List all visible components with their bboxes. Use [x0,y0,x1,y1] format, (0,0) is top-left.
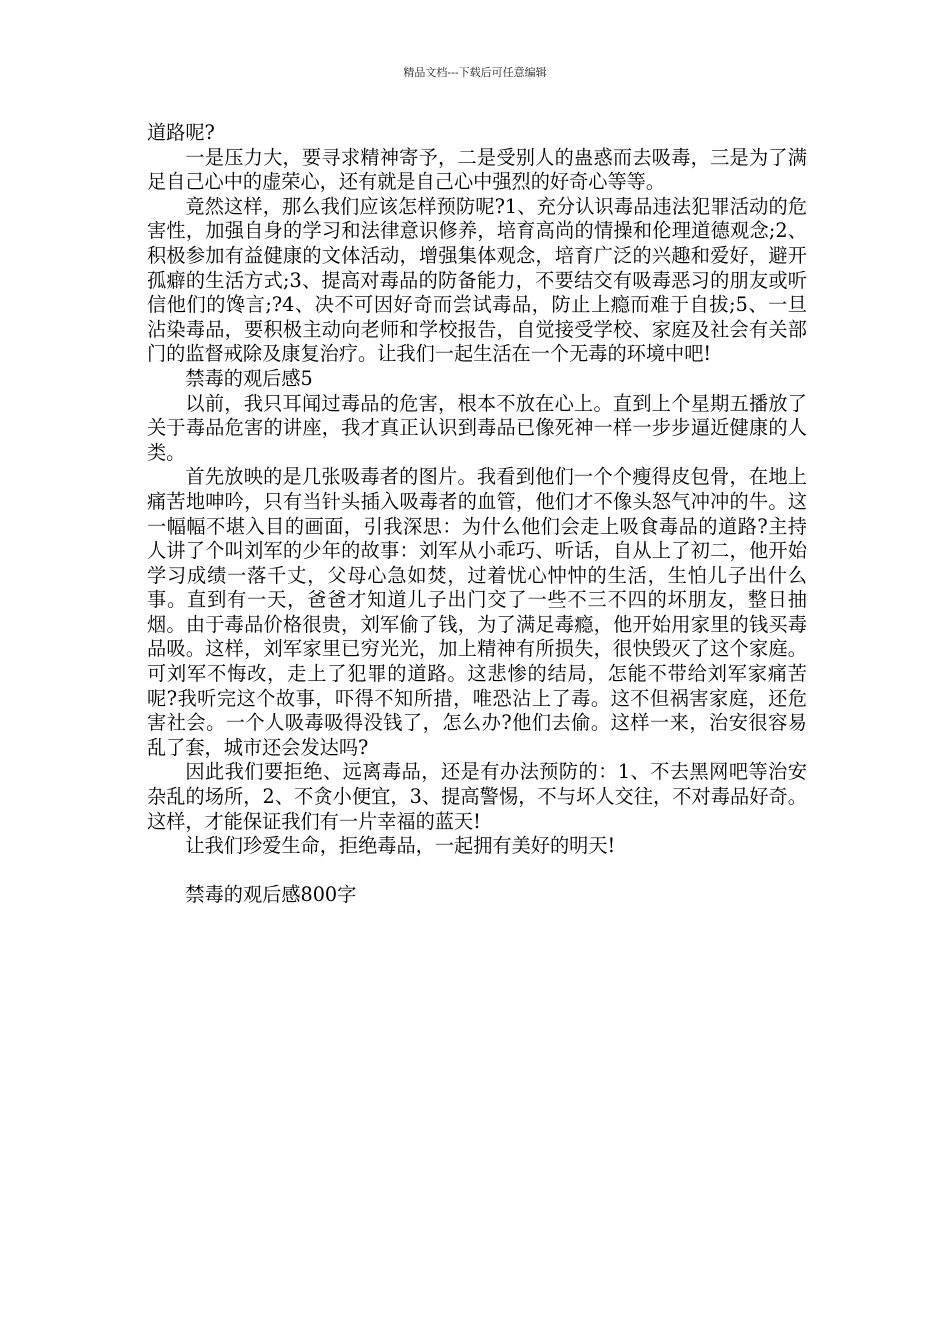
section-heading-5: 禁毒的观后感5 [185,366,313,390]
paragraph-reasons: 一是压力大，要寻求精神寄予，二是受别人的蛊惑而去吸毒，三是为了满足自己心中的虚荣心，还有就是自己心中强烈的好奇心等等。 [147,145,807,194]
paragraph-closing: 让我们珍爱生命，拒绝毒品，一起拥有美好的明天! [185,834,616,858]
paragraph-prevention: 竟然这样，那么我们应该怎样预防呢?1、充分认识毒品违法犯罪活动的危害性，加强自身的学习和法律意识修养，培育高尚的情操和伦理道德观念;2、积极参加有益健康的文体活动，增强集体观念，培育广泛的兴趣和爱好，避开孤癖的生活方式;3、提高对毒品的防备能力，不要结交有吸毒恶习的朋友或听信他们的馋言;?4、决不可因好奇而尝试毒品，防止上瘾而难于自拔;5、一旦沾染毒品，要积极主动向老师和学校报告，自觉接受学校、家庭及社会有关部门的监督戒除及康复治疗。让我们一起生活在一个无毒的环境中吧! [147,194,807,366]
paragraph-continuation: 道路呢? [147,121,215,144]
paragraph-story: 首先放映的是几张吸毒者的图片。我看到他们一个个瘦得皮包骨，在地上痛苦地呻吟，只有当针头插入吸毒者的血管，他们才不像头怒气冲冲的牛。这一幅幅不堪入目的画面，引我深思：为什么他们会走上吸食毒品的道路?主持人讲了个叫刘军的少年的故事：刘军从小乖巧、听话，自从上了初二，他开始学习成绩一落千丈，父母心急如焚，过着忧心忡忡的生活，生怕儿子出什么事。直到有一天，爸爸才知道儿子出门交了一些不三不四的坏朋友，整日抽烟。由于毒品价格很贵，刘军偷了钱，为了满足毒瘾，他开始用家里的钱买毒品吸。这样，刘军家里已穷光光，加上精神有所损失，很快毁灭了这个家庭。可刘军不悔改，走上了犯罪的道路。这悲惨的结局，怎能不带给刘军家痛苦呢?我听完这个故事，吓得不知所措，唯恐沾上了毒。这不但祸害家庭，还危害社会。一个人吸毒吸得没钱了，怎么办?他们去偷。这样一来，治安很容易乱了套，城市还会发达吗? [147,465,807,759]
page-header: 精品文档---下载后可任意编辑 [403,66,547,79]
document-body [147,121,807,908]
blank-line [147,859,807,884]
paragraph-intro: 以前，我只耳闻过毒品的危害，根本不放在心上。直到上个星期五播放了关于毒品危害的讲座，我才真正认识到毒品已像死神一样一步步逼近健康的人类。 [147,391,807,464]
section-heading-800: 禁毒的观后感800字 [185,883,357,907]
paragraph-methods: 因此我们要拒绝、远离毒品，还是有办法预防的：1、不去黑网吧等治安杂乱的场所，2、不贪小便宜，3、提高警惕，不与坏人交往，不对毒品好奇。这样，才能保证我们有一片幸福的蓝天! [147,760,807,833]
